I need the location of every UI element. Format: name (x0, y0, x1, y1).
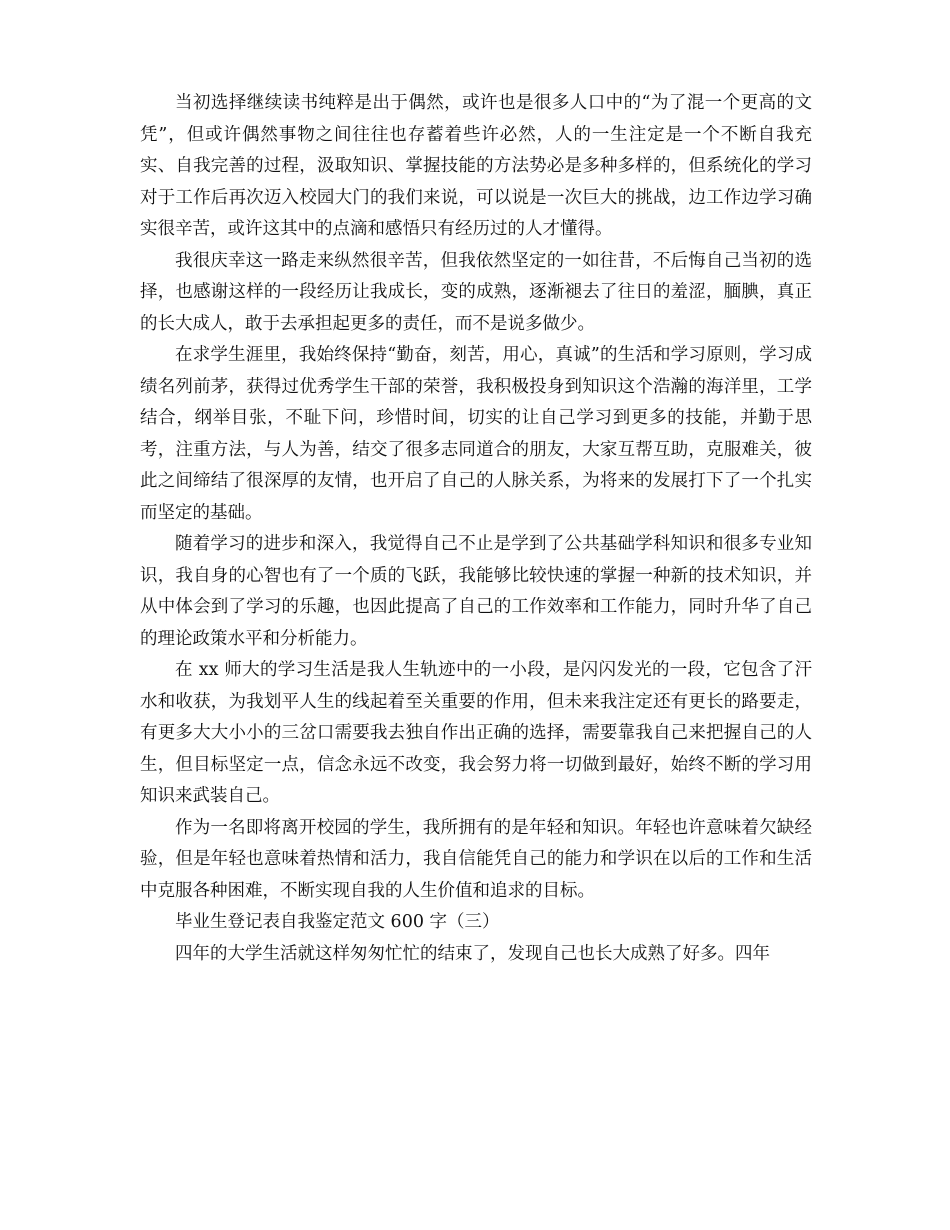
paragraph-4: 随着学习的进步和深入，我觉得自己不止是学到了公共基础学科知识和很多专业知识，我自身的心智也有了一个质的飞跃，我能够比较快速的掌握一种新的技术知识，并从中体会到了学习的乐趣，也因此提高了自己的工作效率和工作能力，同时升华了自己的理论政策水平和分析能力。 (140, 534, 812, 649)
paragraph-6: 作为一名即将离开校园的学生，我所拥有的是年轻和知识。年轻也许意味着欠缺经验，但是年轻也意味着热情和活力，我自信能凭自己的能力和学识在以后的工作和生活中克服各种困难，不断实现自我的人生价值和追求的目标。 (140, 817, 812, 901)
paragraph-5: 在 xx 师大的学习生活是我人生轨迹中的一小段，是闪闪发光的一段，它包含了汗水和收获，为我划平人生的线起着至关重要的作用，但未来我注定还有更长的路要走，有更多大大小小的三岔口需要我去独自作出正确的选择，需要靠我自己来把握自己的人生，但目标坚定一点，信念永远不改变，我会努力将一切做到最好，始终不断的学习用知识来武装自己。 (140, 660, 812, 806)
section-heading: 毕业生登记表自我鉴定范文 600 字（三） (175, 912, 500, 932)
document-body (140, 88, 812, 970)
paragraph-7: 四年的大学生活就这样匆匆忙忙的结束了，发现自己也长大成熟了好多。四年 (175, 943, 770, 964)
paragraph-1: 当初选择继续读书纯粹是出于偶然，或许也是很多人口中的“为了混一个更高的文凭”，但或许偶然事物之间往往也存蓄着些许必然，人的一生注定是一个不断自我充实、自我完善的过程，汲取知识、掌握技能的方法势必是多种多样的，但系统化的学习对于工作后再次迈入校园大门的我们来说，可以说是一次巨大的挑战，边工作边学习确实很辛苦，或许这其中的点滴和感悟只有经历过的人才懂得。 (140, 93, 812, 239)
paragraph-2: 我很庆幸这一路走来纵然很辛苦，但我依然坚定的一如往昔，不后悔自己当初的选择，也感谢这样的一段经历让我成长，变的成熟，逐渐褪去了往日的羞涩，腼腆，真正的长大成人，敢于去承担起更多的责任，而不是说多做少。 (140, 250, 812, 334)
paragraph-3: 在求学生涯里，我始终保持“勤奋，刻苦，用心，真诚”的生活和学习原则，学习成绩名列前茅，获得过优秀学生干部的荣誉，我积极投身到知识这个浩瀚的海洋里，工学结合，纲举目张，不耻下问，珍惜时间，切实的让自己学习到更多的技能，并勤于思考，注重方法，与人为善，结交了很多志同道合的朋友，大家互帮互助，克服难关，彼此之间缔结了很深厚的友情，也开启了自己的人脉关系，为将来的发展打下了一个扎实而坚定的基础。 (140, 345, 812, 523)
